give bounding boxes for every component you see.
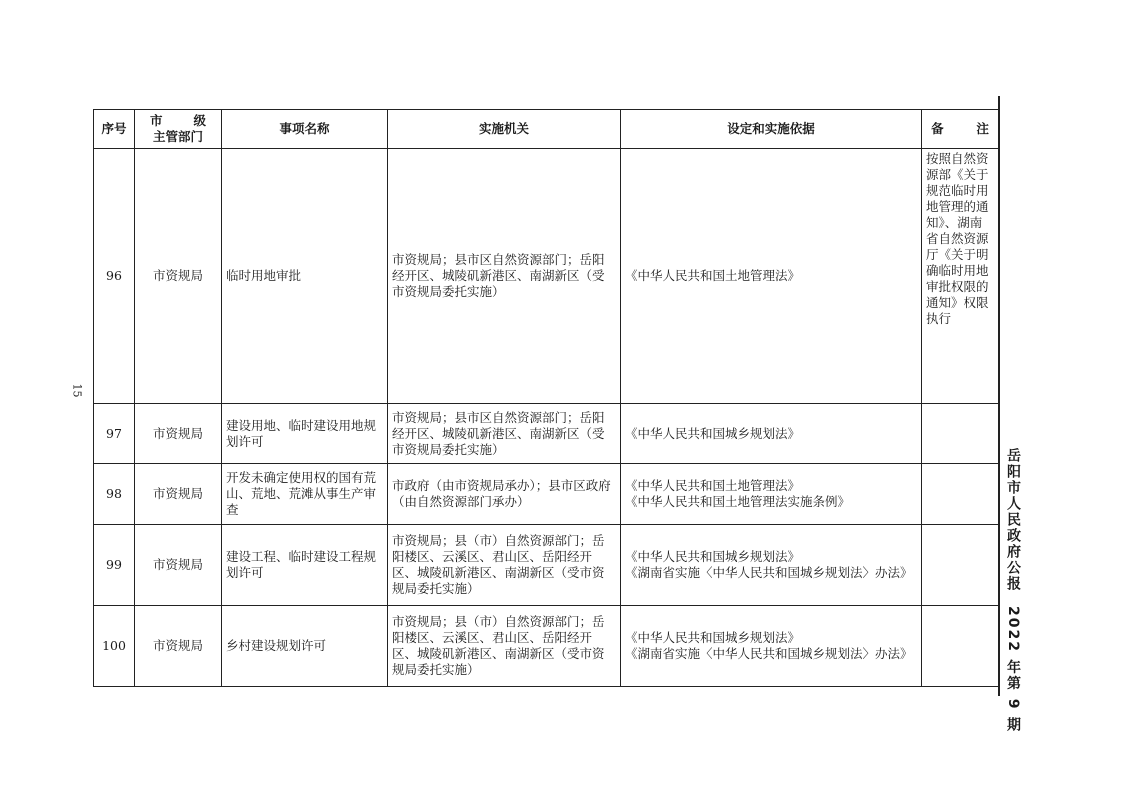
header-seq: 序号 [94,110,135,149]
cell-agency: 市资规局；县（市）自然资源部门；岳阳楼区、云溪区、君山区、岳阳经开区、城陵矶新港区、南湖新区（受市资规局委托实施） [388,525,621,606]
cell-agency: 市资规局；县（市）自然资源部门；岳阳楼区、云溪区、君山区、岳阳经开区、城陵矶新港区、南湖新区（受市资规局委托实施） [388,606,621,687]
cell-agency: 市资规局；县市区自然资源部门；岳阳经开区、城陵矶新港区、南湖新区（受市资规局委托实施） [388,404,621,464]
cell-item: 建设用地、临时建设用地规划许可 [222,404,388,464]
table-row [94,606,999,687]
cell-seq: 98 [94,464,135,525]
cell-seq: 99 [94,525,135,606]
cell-dept: 市资规局 [135,606,222,687]
cell-item: 临时用地审批 [222,149,388,404]
cell-dept: 市资规局 [135,404,222,464]
cell-basis: 《中华人民共和国土地管理法》 《中华人民共和国土地管理法实施条例》 [621,464,922,525]
header-agency: 实施机关 [388,110,621,149]
cell-remark [922,606,999,687]
header-item: 事项名称 [222,110,388,149]
page-number: 15 [70,383,84,398]
side-title [1003,448,1023,733]
header-dept [135,110,222,149]
header-remark [922,110,999,149]
header-dept-line2: 主管部门 [152,129,203,144]
data-table [93,109,999,687]
cell-remark [922,404,999,464]
table-row [94,464,999,525]
cell-item: 开发未确定使用权的国有荒山、荒地、荒滩从事生产审查 [222,464,388,525]
cell-seq: 96 [94,149,135,404]
cell-dept: 市资规局 [135,464,222,525]
cell-item: 乡村建设规划许可 [222,606,388,687]
cell-remark [922,525,999,606]
cell-agency: 市资规局；县市区自然资源部门；岳阳经开区、城陵矶新港区、南湖新区（受市资规局委托实施） [388,149,621,404]
header-row [94,110,999,149]
cell-seq: 97 [94,404,135,464]
issue-label: 2022 年第 9 期 [1005,606,1021,734]
cell-item: 建设工程、临时建设工程规划许可 [222,525,388,606]
cell-remark: 按照自然资源部《关于规范临时用地管理的通知》、湖南省自然资源厅《关于明确临时用地审批权限的通知》权限执行 [922,149,999,404]
header-basis: 设定和实施依据 [621,110,922,149]
header-remark-char2: 注 [976,121,989,136]
header-dept-char1: 市 [150,113,163,128]
cell-remark [922,464,999,525]
cell-seq: 100 [94,606,135,687]
cell-basis: 《中华人民共和国土地管理法》 [621,149,922,404]
table-row [94,404,999,464]
cell-basis: 《中华人民共和国城乡规划法》 《湖南省实施〈中华人民共和国城乡规划法〉办法》 [621,606,922,687]
table-row [94,525,999,606]
cell-dept: 市资规局 [135,525,222,606]
table-row [94,149,999,404]
publication-title: 岳阳市人民政府公报 [1005,448,1021,592]
header-remark-char1: 备 [931,121,944,136]
header-dept-char2: 级 [193,113,206,128]
cell-dept: 市资规局 [135,149,222,404]
cell-agency: 市政府（由市资规局承办）；县市区政府（由自然资源部门承办） [388,464,621,525]
cell-basis: 《中华人民共和国城乡规划法》 《湖南省实施〈中华人民共和国城乡规划法〉办法》 [621,525,922,606]
cell-basis: 《中华人民共和国城乡规划法》 [621,404,922,464]
margin-rule [998,96,1000,696]
